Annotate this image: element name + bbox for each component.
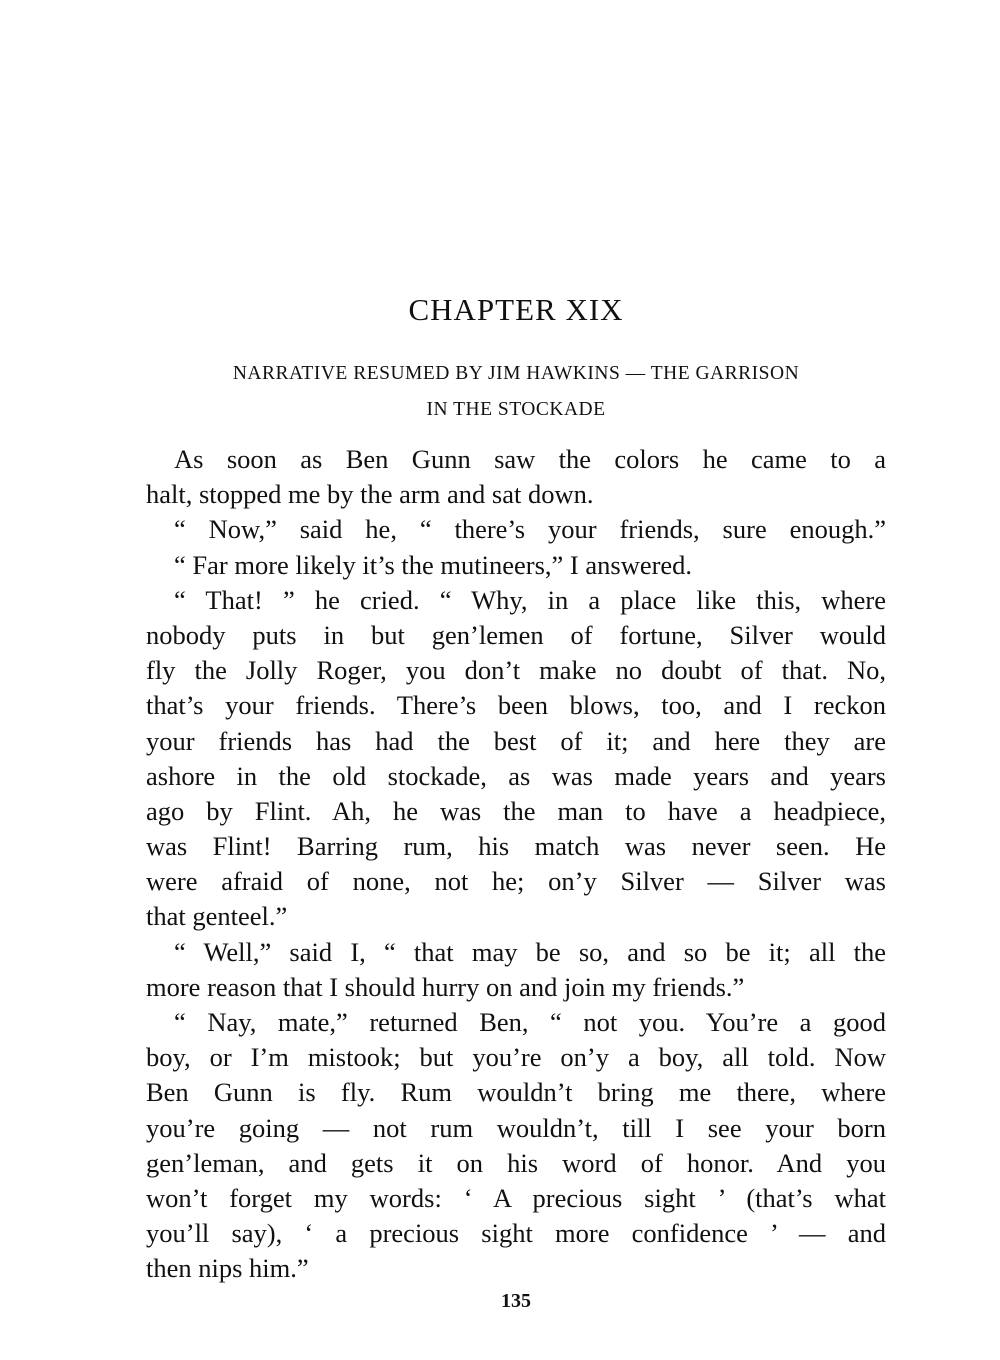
chapter-body [146,442,886,1287]
text-line: halt, stopped me by the arm and sat down. [146,479,594,510]
text-line: fly the Jolly Roger, you don’t make no doubt of that. No, [146,655,886,686]
page-number: 135 [501,1290,531,1312]
text-line: then nips him.” [146,1253,309,1284]
book-page [146,0,886,1360]
text-line: you’ll say), ‘ a precious sight more confidence ’ — and [146,1218,886,1249]
text-line: “ That! ” he cried. “ Why, in a place like this, where [174,584,886,615]
text-line: that genteel.” [146,901,288,932]
text-line: ashore in the old stockade, as was made years and years [146,760,886,791]
chapter-subtitle-line: NARRATIVE RESUMED BY JIM HAWKINS — THE GARRISON [232,363,800,384]
text-line: won’t forget my words: ‘ A precious sight ’ (that’s what [146,1182,886,1213]
text-line: your friends has had the best of it; and here they are [146,725,886,756]
text-line: “ Well,” said I, “ that may be so, and so be it; all the [174,936,886,967]
text-line: “ Now,” said he, “ there’s your friends, sure enough.” [174,514,886,545]
text-line: nobody puts in but gen’lemen of fortune, Silver would [146,619,886,650]
text-line: were afraid of none, not he; on’y Silver — Silver was [146,866,886,897]
text-line: was Flint! Barring rum, his match was never seen. He [146,831,886,862]
chapter-title: CHAPTER XIX [408,292,624,327]
chapter-subtitle [146,356,886,428]
text-line: more reason that I should hurry on and join my friends.” [146,971,745,1002]
text-line: Ben Gunn is fly. Rum wouldn’t bring me there, where [146,1077,886,1108]
text-line: gen’leman, and gets it on his word of honor. And you [146,1147,886,1178]
text-line: boy, or I’m mistook; but you’re on’y a boy, all told. Now [146,1042,886,1073]
chapter-subtitle-line: IN THE STOCKADE [426,399,606,420]
text-line: that’s your friends. There’s been blows, too, and I reckon [146,690,886,721]
text-line: “ Far more likely it’s the mutineers,” I answered. [174,549,693,580]
text-line: “ Nay, mate,” returned Ben, “ not you. You’re a good [174,1007,886,1037]
text-line: you’re going — not rum wouldn’t, till I see your born [146,1112,886,1143]
text-line: As soon as Ben Gunn saw the colors he came to a [174,444,886,474]
text-line: ago by Flint. Ah, he was the man to have a headpiece, [146,795,886,826]
